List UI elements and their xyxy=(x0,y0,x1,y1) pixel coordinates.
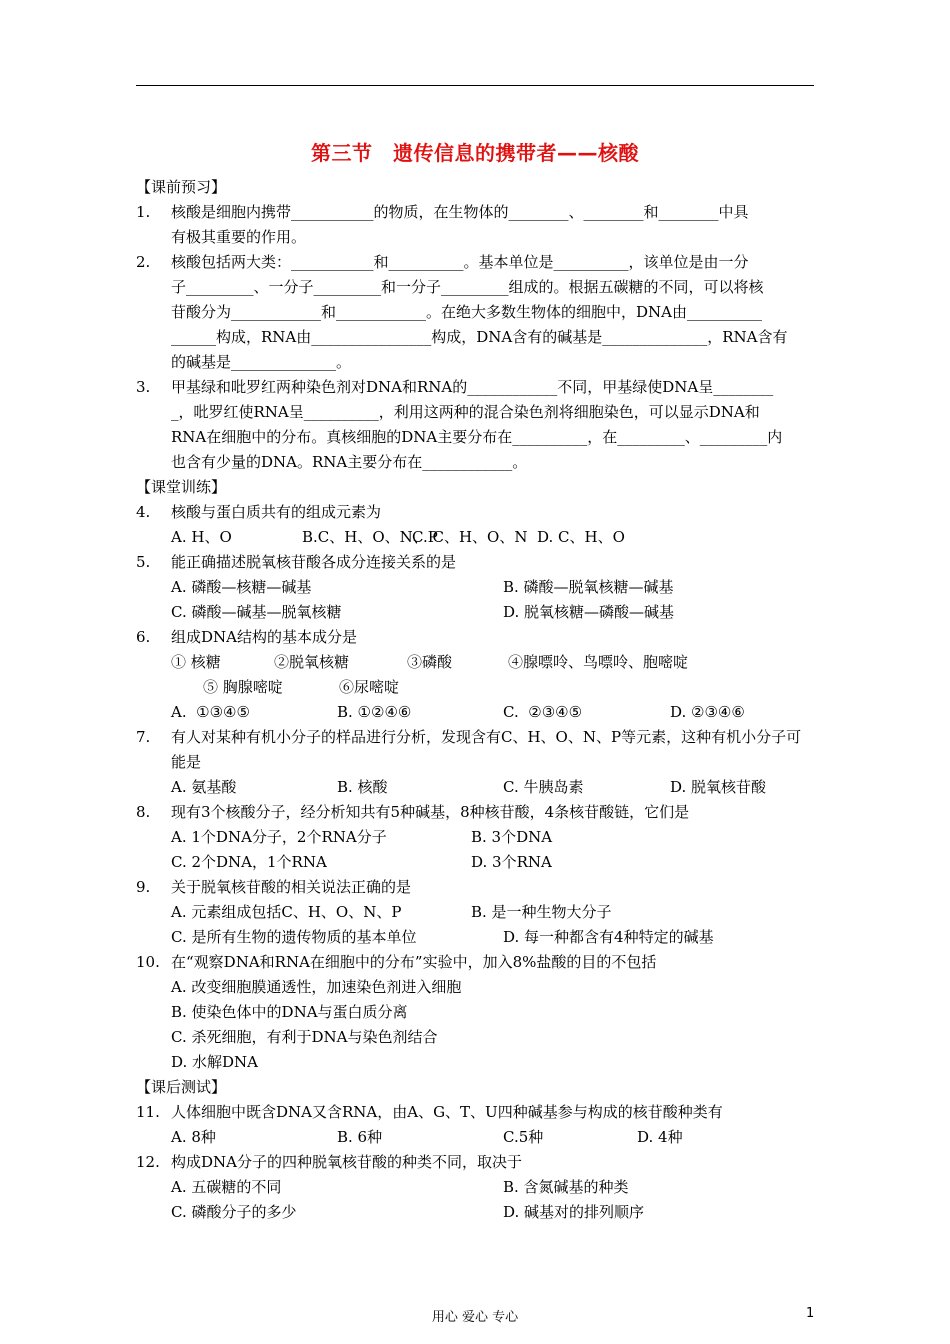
q4-option-c: C. C、H、O、N xyxy=(412,528,528,546)
q6-number: 6. xyxy=(136,628,151,646)
q8-option-d: D. 3个RNA xyxy=(471,853,552,871)
footer-text: 用心 爱心 专心 xyxy=(431,1310,519,1325)
header-rule xyxy=(136,85,814,86)
q10-number: 10. xyxy=(136,953,160,971)
q10-option-c: C. 杀死细胞，有利于DNA与染色剂结合 xyxy=(171,1028,438,1046)
q6-item-1: ① 核糖 xyxy=(171,653,221,671)
q5-option-a: A. 磷酸—核糖—碱基 xyxy=(171,578,312,596)
q6-item-5: ⑤ 胸腺嘧啶 xyxy=(203,678,283,696)
q7-option-a: A. 氨基酸 xyxy=(171,778,237,796)
q2-line3: 苷酸分为____________和____________。在绝大多数生物体的细胞中，DNA由__________ xyxy=(171,303,762,321)
q2-line2: 子_________、一分子_________和一分子_________组成的。根据五碳糖的不同，可以将核 xyxy=(171,278,764,296)
q6-item-3: ③磷酸 xyxy=(407,653,453,671)
q10-option-a: A. 改变细胞膜通透性，加速染色剂进入细胞 xyxy=(171,978,462,996)
q2-line5: 的碱基是______________。 xyxy=(171,353,352,371)
q9-number: 9. xyxy=(136,878,151,896)
q6-option-d: D. ②③④⑥ xyxy=(670,703,745,721)
q5-option-b: B. 磷酸—脱氧核糖—碱基 xyxy=(503,578,674,596)
q7-number: 7. xyxy=(136,728,151,746)
q11-option-b: B. 6种 xyxy=(337,1128,383,1146)
q11-stem: 人体细胞中既含DNA又含RNA，由A、G、T、U四种碱基参与构成的核苷酸种类有 xyxy=(171,1103,723,1121)
q11-number: 11. xyxy=(136,1103,160,1121)
q8-number: 8. xyxy=(136,803,151,821)
q7-option-c: C. 牛胰岛素 xyxy=(503,778,584,796)
q12-option-c: C. 磷酸分子的多少 xyxy=(171,1203,297,1221)
q12-stem: 构成DNA分子的四种脱氧核苷酸的种类不同，取决于 xyxy=(171,1153,522,1171)
q9-option-d: D. 每一种都含有4种特定的碱基 xyxy=(503,928,714,946)
q2-line4: ______构成，RNA由________________构成，DNA含有的碱基是______________，RNA含有 xyxy=(171,328,788,346)
q9-option-c: C. 是所有生物的遗传物质的基本单位 xyxy=(171,928,417,946)
q12-option-a: A. 五碳糖的不同 xyxy=(171,1178,282,1196)
q10-option-d: D. 水解DNA xyxy=(171,1053,259,1071)
q9-option-a: A. 元素组成包括C、H、O、N、P xyxy=(171,903,402,921)
q4-option-a: A. H、O xyxy=(171,528,232,546)
q8-option-c: C. 2个DNA，1个RNA xyxy=(171,853,327,871)
q7-line1: 有人对某种有机小分子的样品进行分析，发现含有C、H、O、N、P等元素，这种有机小分子可 xyxy=(171,728,802,746)
section-pre-heading: 【课前预习】 xyxy=(136,178,227,196)
q4-number: 4. xyxy=(136,503,151,521)
q2-number: 2. xyxy=(136,253,151,271)
section-class-heading: 【课堂训练】 xyxy=(136,478,227,496)
q6-item-2: ②脱氧核糖 xyxy=(274,653,350,671)
q12-option-d: D. 碱基对的排列顺序 xyxy=(503,1203,645,1221)
section-post-heading: 【课后测试】 xyxy=(136,1078,227,1096)
q11-option-d: D. 4种 xyxy=(637,1128,683,1146)
q3-number: 3. xyxy=(136,378,151,396)
q5-option-c: C. 磷酸—碱基—脱氧核糖 xyxy=(171,603,342,621)
q12-number: 12. xyxy=(136,1153,160,1171)
q4-stem: 核酸与蛋白质共有的组成元素为 xyxy=(171,503,382,521)
q10-option-b: B. 使染色体中的DNA与蛋白质分离 xyxy=(171,1003,408,1021)
q7-option-d: D. 脱氧核苷酸 xyxy=(670,778,767,796)
q6-option-c: C. ②③④⑤ xyxy=(503,703,583,721)
q6-option-a: A. ①③④⑤ xyxy=(171,703,250,721)
q4-option-d: D. C、H、O xyxy=(537,528,625,546)
q11-option-a: A. 8种 xyxy=(171,1128,216,1146)
q5-number: 5. xyxy=(136,553,151,571)
q12-option-b: B. 含氮碱基的种类 xyxy=(503,1178,629,1196)
page-title: 第三节 遗传信息的携带者——核酸 xyxy=(311,141,639,165)
q10-stem: 在“观察DNA和RNA在细胞中的分布”实验中，加入8%盐酸的目的不包括 xyxy=(171,953,657,971)
q1-line2: 有极其重要的作用。 xyxy=(171,228,307,246)
q1-line1: 核酸是细胞内携带___________的物质，在生物体的________、________和________中具 xyxy=(171,203,749,221)
q7-option-b: B. 核酸 xyxy=(337,778,388,796)
q6-stem: 组成DNA结构的基本成分是 xyxy=(171,628,357,646)
q8-option-b: B. 3个DNA xyxy=(471,828,553,846)
q8-stem: 现有3个核酸分子，经分析知共有5种碱基，8种核苷酸，4条核苷酸链，它们是 xyxy=(171,803,690,821)
q2-line1: 核酸包括两大类：___________和__________。基本单位是__________，该单位是由一分 xyxy=(171,253,749,271)
q4-option-b: B.C、H、O、N、P xyxy=(302,528,438,546)
q3-line2: _，吡罗红使RNA呈__________，利用这两种的混合染色剂将细胞染色，可以显示DNA和 xyxy=(171,403,760,421)
q8-option-a: A. 1个DNA分子，2个RNA分子 xyxy=(171,828,387,846)
q9-stem: 关于脱氧核苷酸的相关说法正确的是 xyxy=(171,878,412,896)
q6-option-b: B. ①②④⑥ xyxy=(337,703,412,721)
q7-line2: 能是 xyxy=(171,753,202,771)
q5-option-d: D. 脱氧核糖—磷酸—碱基 xyxy=(503,603,675,621)
q6-item-6: ⑥尿嘧啶 xyxy=(339,678,400,696)
q3-line3: RNA在细胞中的分布。真核细胞的DNA主要分布在__________，在_________、_________内 xyxy=(171,428,783,446)
q1-number: 1. xyxy=(136,203,151,221)
q9-option-b: B. 是一种生物大分子 xyxy=(471,903,612,921)
q11-option-c: C.5种 xyxy=(503,1128,544,1146)
page-number: 1 xyxy=(806,1306,815,1321)
q6-item-4: ④腺嘌呤、鸟嘌呤、胞嘧啶 xyxy=(508,653,689,671)
q3-line4: 也含有少量的DNA。RNA主要分布在____________。 xyxy=(171,453,528,471)
q3-line1: 甲基绿和吡罗红两种染色剂对DNA和RNA的____________不同，甲基绿使DNA呈________ xyxy=(171,378,774,396)
q5-stem: 能正确描述脱氧核苷酸各成分连接关系的是 xyxy=(171,553,457,571)
